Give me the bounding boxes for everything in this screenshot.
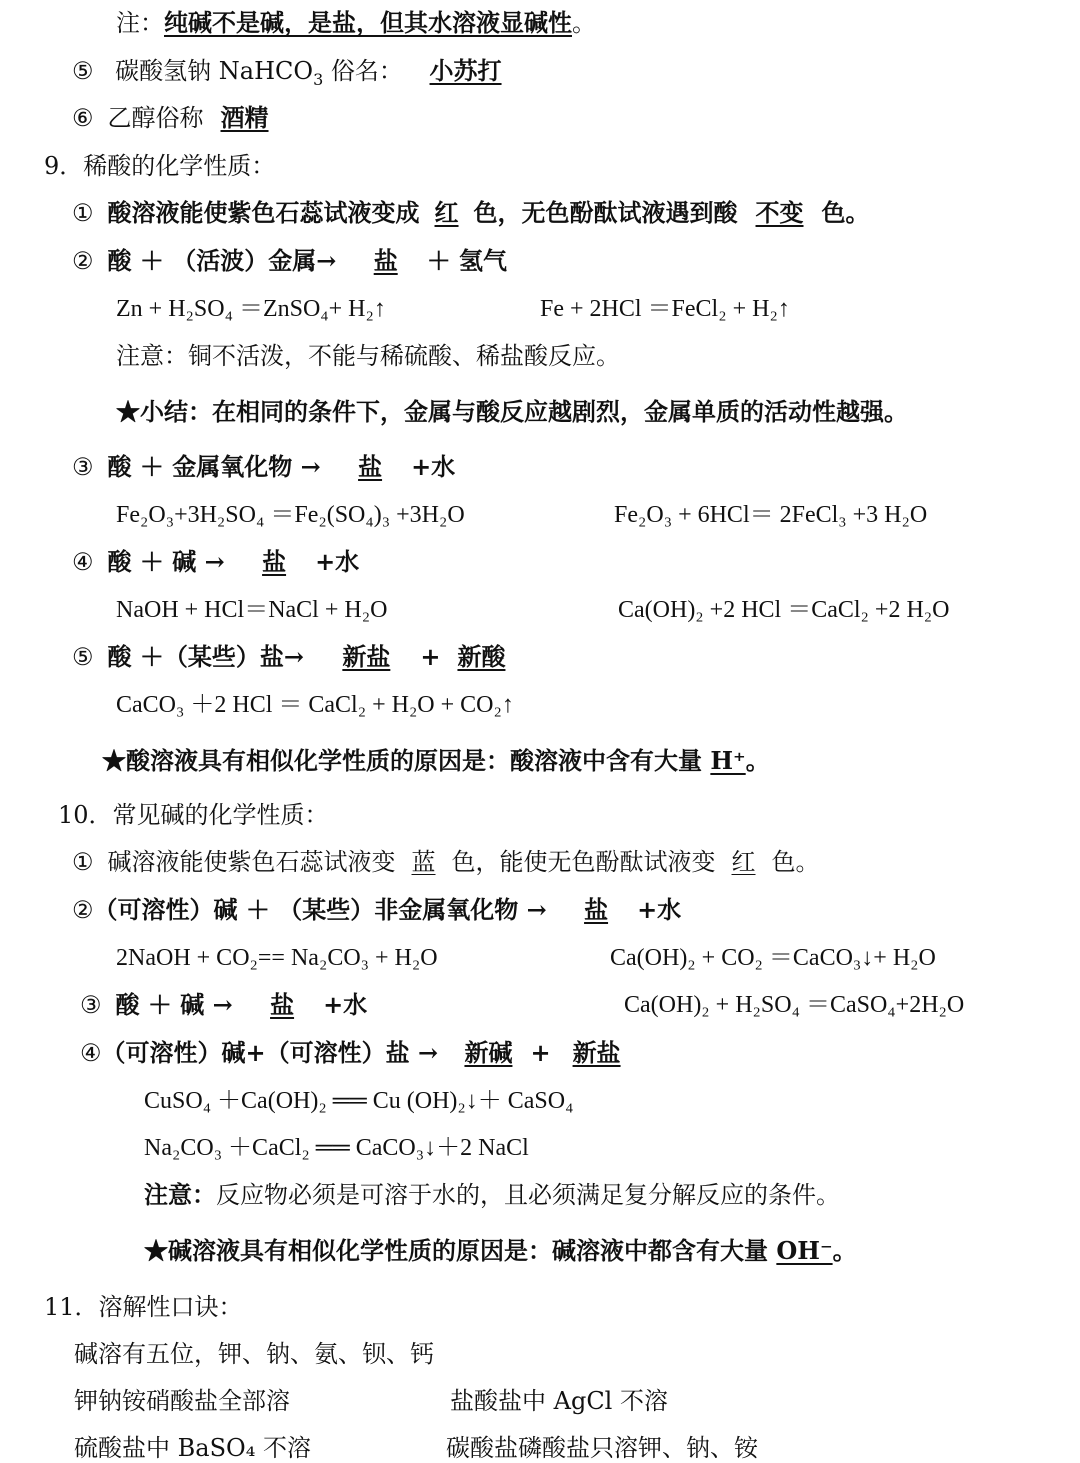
- summary-text: ★酸溶液具有相似化学性质的原因是：酸溶液中含有大量: [102, 746, 711, 775]
- item-text: （可溶性）碱+（可溶性）盐 →: [101, 1038, 439, 1067]
- circled-number: ⑥: [72, 104, 94, 132]
- circled-number: ②: [72, 247, 94, 275]
- note-text: 纯碱不是碱，是盐，但其水溶液显碱性: [164, 8, 572, 37]
- item-text: +水: [315, 547, 360, 576]
- circled-number: ⑤: [72, 57, 94, 85]
- solubility-rule: 钾钠铵硝酸盐全部溶: [74, 1387, 290, 1415]
- base-property-3: [80, 990, 367, 1020]
- base-property-4: [80, 1038, 643, 1068]
- section-heading-base: 10．常见碱的化学性质：: [58, 801, 329, 829]
- equation: Fe + 2HCl ＝FeCl₂ + H₂↑: [540, 296, 790, 322]
- summary-metal-activity: ★小结：在相同的条件下，金属与酸反应越剧烈，金属单质的活动性越强。: [116, 397, 908, 426]
- solubility-rule: 硫酸盐中 BaSO₄ 不溶: [74, 1434, 311, 1462]
- hydroxide-ion: OH⁻: [776, 1236, 833, 1265]
- equation: Fe₂O₃ + 6HCl＝ 2FeCl₃ +3 H₂O: [614, 502, 928, 528]
- circled-number: ④: [80, 1039, 102, 1067]
- solubility-rule: 盐酸盐中 AgCl 不溶: [450, 1387, 668, 1415]
- equation: Ca(OH)₂ + CO₂ ＝CaCO₃↓+ H₂O: [610, 945, 936, 971]
- circled-number: ⑤: [72, 643, 94, 671]
- note-label: 注意：: [144, 1180, 216, 1209]
- item-sodium-bicarbonate: [72, 56, 521, 95]
- item-text: 乙醇俗称: [107, 104, 204, 132]
- solubility-rule: 碱溶有五位，钾、钠、氨、钡、钙: [74, 1340, 434, 1368]
- circled-number: ③: [80, 991, 102, 1019]
- equation: Na₂CO₃ ＋CaCl₂ ══ CaCO₃↓＋2 NaCl: [144, 1135, 529, 1161]
- answer-blank: 不变: [755, 198, 804, 227]
- item-text: 碱溶液能使紫色石蕊试液变: [107, 848, 396, 876]
- equation: CuSO₄ ＋Ca(OH)₂ ══ Cu (OH)₂↓＋ CaSO₄: [144, 1088, 574, 1114]
- item-text: +水: [411, 452, 456, 481]
- answer-blank: 红: [434, 198, 459, 227]
- hydrogen-ion: H⁺: [710, 746, 746, 775]
- acid-property-2: [72, 246, 507, 276]
- circled-number: ①: [72, 848, 94, 876]
- equation: Ca(OH)₂ + H₂SO₄ ＝CaSO₄+2H₂O: [624, 992, 965, 1018]
- note-text: 反应物必须是可溶于水的，且必须满足复分解反应的条件。: [216, 1181, 840, 1209]
- answer-blank: 新碱: [464, 1038, 513, 1067]
- subscript: 3: [313, 69, 324, 89]
- item-text: 酸 ＋ （活波）金属→: [107, 246, 337, 275]
- equation: Fe₂O₃+3H₂SO₄ ＝Fe₂(SO₄)₃ +3H₂O: [116, 502, 465, 528]
- note-pure-alkali: [116, 8, 596, 38]
- answer-blank: 盐: [270, 990, 295, 1019]
- acid-property-4: [72, 547, 359, 577]
- equation: 2NaOH + CO₂== Na₂CO₃ + H₂O: [116, 945, 438, 971]
- item-text: ＋ 氢气: [426, 246, 508, 275]
- item-text: 碳酸氢钠 NaHCO: [115, 57, 314, 85]
- item-text: 酸 ＋（某些）盐→: [107, 642, 304, 671]
- acid-property-5: [72, 642, 522, 672]
- circled-number: ②: [72, 896, 94, 924]
- item-text: 色。: [771, 848, 820, 876]
- answer-blank: 新盐: [342, 642, 391, 671]
- circled-number: ①: [72, 199, 94, 227]
- answer-blank: 新酸: [457, 642, 506, 671]
- item-text: +: [530, 1038, 551, 1067]
- item-text: +水: [637, 895, 682, 924]
- answer-blank: 红: [731, 848, 756, 876]
- answer-blank: 盐: [358, 452, 383, 481]
- item-text: 色。: [821, 198, 870, 227]
- item-ethanol: [72, 103, 286, 133]
- item-text: 酸 ＋ 碱 →: [115, 990, 233, 1019]
- item-text: 酸 ＋ 金属氧化物 →: [107, 452, 321, 481]
- answer-blank: 蓝: [411, 848, 436, 876]
- equation: Zn + H₂SO₄ ＝ZnSO₄+ H₂↑: [116, 296, 386, 322]
- item-text: 俗名：: [323, 57, 403, 85]
- note-label: 注：: [116, 9, 164, 37]
- equation: CaCO₃ ＋2 HCl ＝ CaCl₂ + H₂O + CO₂↑: [116, 692, 514, 718]
- solubility-rule: 碳酸盐磷酸盐只溶钾、钠、铵: [446, 1434, 758, 1462]
- item-text: +水: [323, 990, 368, 1019]
- acid-property-3: [72, 452, 455, 482]
- answer-blank: 新盐: [572, 1038, 621, 1067]
- summary-end: 。: [745, 746, 770, 775]
- item-text: 色，能使无色酚酞试液变: [451, 848, 716, 876]
- item-text: 色，无色酚酞试液遇到酸: [473, 198, 738, 227]
- circled-number: ③: [72, 453, 94, 481]
- note-end: 。: [572, 9, 596, 37]
- answer-blank: 酒精: [220, 103, 269, 132]
- acid-property-1: [72, 198, 870, 228]
- item-text: （可溶性）碱 ＋ （某些）非金属氧化物 →: [93, 895, 547, 924]
- answer-blank: 小苏打: [429, 56, 502, 85]
- base-property-1: [72, 847, 820, 877]
- answer-blank: 盐: [584, 895, 609, 924]
- summary-text: ★碱溶液具有相似化学性质的原因是：碱溶液中都含有大量: [144, 1236, 777, 1265]
- item-text: +: [420, 642, 441, 671]
- base-property-2: [72, 895, 681, 925]
- answer-blank: 盐: [373, 246, 398, 275]
- summary-base-reason: [144, 1236, 857, 1266]
- section-heading-solubility: 11．溶解性口诀：: [44, 1293, 243, 1321]
- summary-end: 。: [832, 1236, 857, 1265]
- note-precondition: [144, 1180, 840, 1210]
- equation: NaOH + HCl＝NaCl + H₂O: [116, 597, 388, 623]
- section-heading-acid: 9．稀酸的化学性质：: [44, 152, 276, 180]
- answer-blank: 盐: [262, 547, 287, 576]
- summary-acid-reason: [102, 746, 770, 776]
- equation: Ca(OH)₂ +2 HCl ＝CaCl₂ +2 H₂O: [618, 597, 950, 623]
- circled-number: ④: [72, 548, 94, 576]
- item-text: 酸溶液能使紫色石蕊试液变成: [107, 198, 420, 227]
- item-text: 酸 ＋ 碱 →: [107, 547, 225, 576]
- note-copper: 注意：铜不活泼，不能与稀硫酸、稀盐酸反应。: [116, 342, 620, 370]
